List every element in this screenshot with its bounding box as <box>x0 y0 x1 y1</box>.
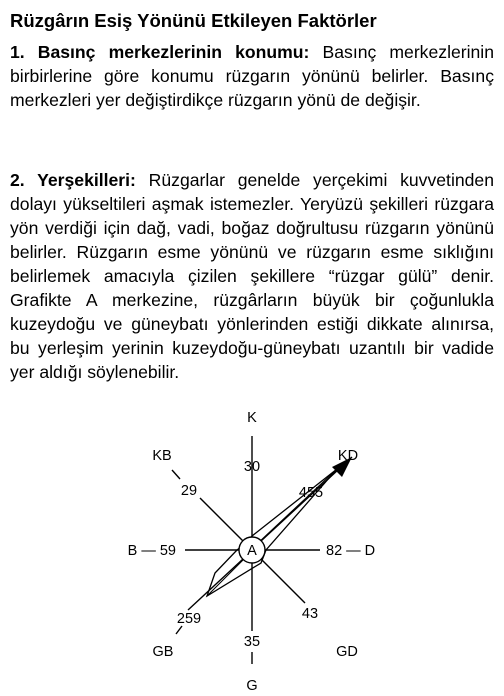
southwest-axis <box>188 559 243 610</box>
value-k: 30 <box>243 459 261 475</box>
section-1-heading: 1. Basınç merkezlerinin konumu: <box>10 42 310 62</box>
northwest-axis <box>200 498 243 541</box>
page-title: Rüzgârın Esiş Yönünü Etkileyen Faktörler <box>10 10 377 31</box>
value-gd: 43 <box>301 606 319 622</box>
value-kb: 29 <box>180 483 198 499</box>
center-label: A <box>247 543 257 559</box>
section-1-text: Basınç merkezlerinin birbirlerine göre konumu rüzgarın yönünü belirler. Basınç merkezleri yer değiştirdikçe rüzgarın yönü de değişir. <box>10 42 495 110</box>
southeast-axis <box>261 559 305 603</box>
wind-rose-diagram <box>0 400 504 696</box>
direction-gb: GB <box>152 644 174 660</box>
value-g: 35 <box>243 634 261 650</box>
value-gb: 259 <box>176 611 202 627</box>
section-2-heading: 2. Yerşekilleri: <box>10 170 136 190</box>
value-kd: 455 <box>298 485 324 501</box>
direction-kb: KB <box>152 448 172 464</box>
gb-tick <box>176 626 182 634</box>
east-label: 82 — D <box>326 543 376 559</box>
section-2-text: Rüzgarlar genelde yerçekimi kuvvetinden dolayı yükseltileri aşmak istemezler. Yeryüzü şekilleri rüzgara yön verdiği için dağ, vadi, boğaz doğrultusu rüzgarın yönünü belirler. Rüzgarın esme yönünü ve rüzgarın esme sıklığını belirlemek amacıyla çizilen şekillere “rüzgar gülü” denir. Grafikte A merkezine, rüzgârların büyük bir çoğunlukla kuzeydoğu ve güneybatı yönlerinden estiği dikkate alınırsa, bu yerleşim yerinin kuzeydoğu-güneybatı uzantılı bir vadide yer aldığı söylenebilir. <box>10 170 494 382</box>
kb-tick <box>172 470 180 479</box>
section-1 <box>10 40 494 112</box>
polygon-inner-ne <box>258 469 337 543</box>
direction-kd: KD <box>337 448 359 464</box>
section-2 <box>10 168 494 384</box>
direction-gd: GD <box>336 644 358 660</box>
direction-g: G <box>246 678 258 694</box>
west-label: B — 59 <box>127 543 176 559</box>
direction-k: K <box>247 410 257 426</box>
